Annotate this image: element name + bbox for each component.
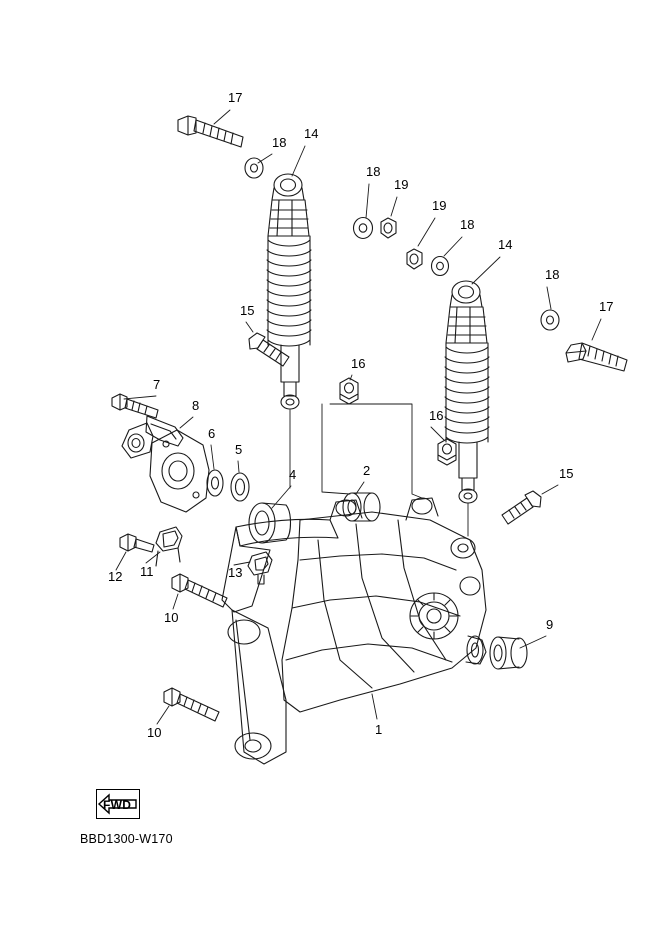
fwd-label: FWD — [103, 798, 132, 812]
callout-17-upper-left: 17 — [228, 90, 243, 105]
bolt-17-left — [178, 116, 243, 147]
oil-seal-5 — [231, 473, 249, 501]
callout-19-right: 19 — [432, 198, 447, 213]
grease-nipple-13 — [248, 552, 272, 584]
callout-19-center: 19 — [394, 177, 409, 192]
washer-18-upper-right — [541, 310, 559, 330]
callout-16-right: 16 — [429, 408, 444, 423]
callout-15-left: 15 — [240, 303, 255, 318]
nut-19-right — [407, 249, 422, 269]
collar-9b — [490, 637, 527, 669]
callout-13: 13 — [228, 565, 243, 580]
callout-4: 4 — [289, 467, 297, 482]
washer-18-center — [354, 218, 373, 239]
shock-absorber-left — [267, 174, 311, 409]
bracket-8 — [122, 416, 183, 458]
bolt-10-lower — [164, 688, 219, 721]
washer-6 — [207, 470, 223, 496]
callout-6: 6 — [208, 426, 216, 441]
callout-12: 12 — [108, 569, 123, 584]
callout-14-left: 14 — [304, 126, 319, 141]
callout-14-right: 14 — [498, 237, 513, 252]
callout-15-right: 15 — [559, 466, 574, 481]
callout-18-center: 18 — [366, 164, 381, 179]
callout-8: 8 — [192, 398, 200, 413]
swingarm-main-body — [222, 498, 486, 764]
callout-18-right-center: 18 — [460, 217, 475, 232]
bolt-12 — [120, 534, 154, 552]
nut-16-left — [340, 378, 358, 404]
part-code-label: BBD1300-W170 — [80, 832, 173, 846]
seal-9 — [467, 636, 483, 664]
callout-18-upper-right: 18 — [545, 267, 560, 282]
clamp-11 — [156, 527, 182, 566]
bolt-17-right — [566, 343, 627, 371]
callout-10-upper: 10 — [164, 610, 179, 625]
bolt-10-upper — [172, 574, 227, 607]
callout-7: 7 — [153, 377, 161, 392]
shock-absorber-right — [445, 281, 489, 503]
washer-18-right-center — [432, 257, 449, 276]
callout-1: 1 — [375, 722, 383, 737]
nut-16-right — [438, 439, 456, 465]
bolt-15-right — [502, 491, 541, 524]
callout-18-upper-left: 18 — [272, 135, 287, 150]
pivot-housing — [150, 430, 209, 512]
callout-5: 5 — [235, 442, 243, 457]
nut-19-center — [381, 218, 396, 238]
callout-2: 2 — [363, 463, 371, 478]
callout-17-upper-right: 17 — [599, 299, 614, 314]
bolt-15-left — [249, 333, 289, 366]
callout-10-lower: 10 — [147, 725, 162, 740]
callout-16-left: 16 — [351, 356, 366, 371]
callout-9: 9 — [546, 617, 554, 632]
callout-11: 11 — [140, 564, 154, 579]
